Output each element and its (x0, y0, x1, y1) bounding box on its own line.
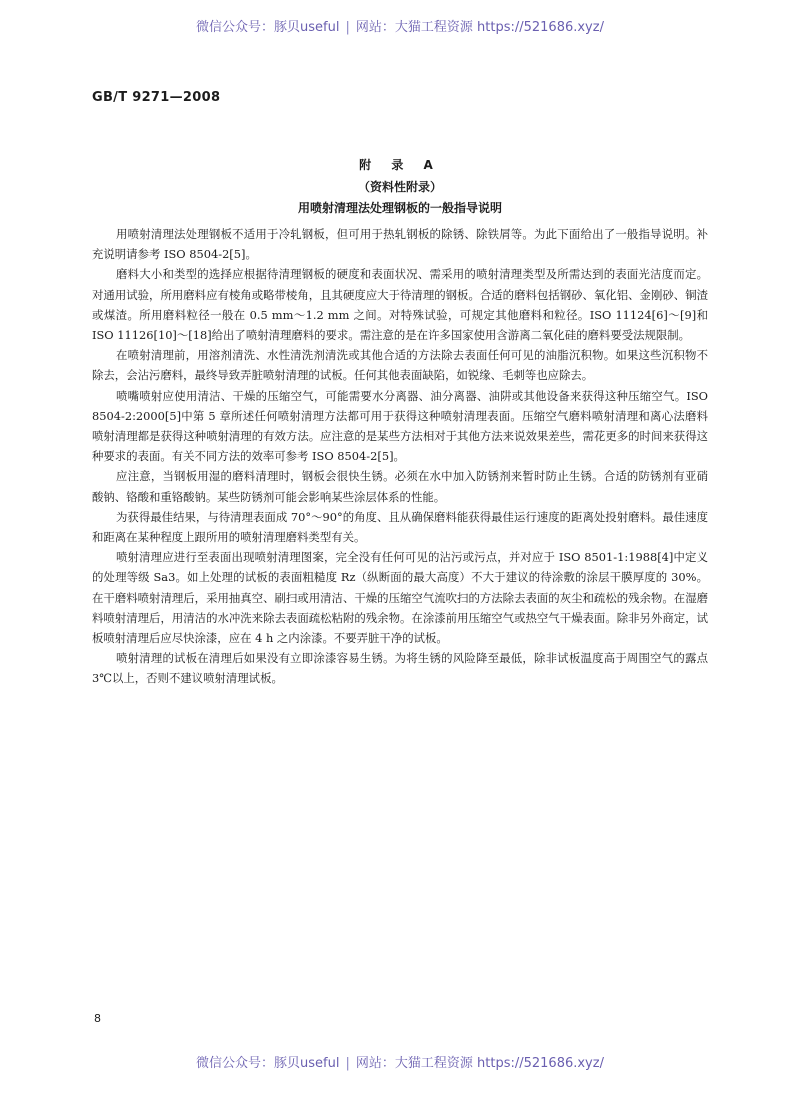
paragraph: 用喷射清理法处理钢板不适用于冷轧钢板，但可用于热轧钢板的除锈、除铁屑等。为此下面给出了一般指导说明。补充说明请参考 ISO 8504-2[5]。 (92, 227, 708, 262)
page-number: 8 (94, 1012, 101, 1025)
watermark-account: 微信公众号：豚贝useful (196, 1056, 340, 1071)
standard-code: GB/T 9271—2008 (92, 90, 221, 105)
watermark-account: 微信公众号：豚贝useful (196, 20, 340, 35)
paragraph: 喷射清理的试板在清理后如果没有立即涂漆容易生锈。为将生锈的风险降至最低，除非试板温度高于周围空气的露点 3℃以上，否则不建议喷射清理试板。 (92, 651, 708, 686)
paragraph: 喷嘴喷射应使用清洁、干燥的压缩空气，可能需要水分离器、油分离器、油阱或其他设备来获得这种压缩空气。ISO 8504-2:2000[5]中第 5 章所述任何喷射清理方法都可用于获得这种喷射清理表面。压缩空气磨料喷射清理和离心法磨料喷射清理都是获得这种喷射清理的有效方法。应注意的是某些方法相对于其他方法来说效果差些，需花更多的时间来获得这种要求的表面。有关不同方法的效率可参考 ISO 8504-2[5]。 (92, 388, 708, 464)
watermark-site: 网站：大猫工程资源 https://521686.xyz/ (355, 20, 604, 35)
annex-note: （资料性附录） (357, 180, 442, 194)
watermark-top (0, 16, 800, 35)
paragraph: 应注意，当钢板用湿的磨料清理时，钢板会很快生锈。必须在水中加入防锈剂来暂时防止生锈。合适的防锈剂有亚硝酸钠、铬酸和重铬酸钠。某些防锈剂可能会影响某些涂层体系的性能。 (92, 469, 708, 504)
watermark-separator: | (345, 20, 350, 35)
watermark-bottom (0, 1052, 800, 1071)
watermark-site: 网站：大猫工程资源 https://521686.xyz/ (355, 1056, 604, 1071)
watermark-separator: | (345, 1056, 350, 1071)
paragraph: 在喷射清理前，用溶剂清洗、水性清洗剂清洗或其他合适的方法除去表面任何可见的油脂沉积物。如果这些沉积物不除去，会沾污磨料，最终导致弄脏喷射清理的试板。任何其他表面缺陷，如锐缘、毛刺等也应除去。 (92, 348, 708, 383)
annex-body (92, 224, 708, 689)
paragraph: 为获得最佳结果，与待清理表面成 70°～90°的角度、且从确保磨料能获得最佳运行速度的距离处投射磨料。最佳速度和距离在某种程度上跟所用的喷射清理磨料类型有关。 (92, 509, 708, 545)
annex-label: 附 录 A (359, 158, 441, 172)
paragraph: 喷射清理应进行至表面出现喷射清理图案，完全没有任何可见的沾污或污点，并对应于 ISO 8501-1:1988[4]中定义的处理等级 Sa3。如上处理的试板的表面粗糙度 Rz（纵断面的最大高度）不大于建议的待涂敷的涂层干膜厚度的 30%。在干磨料喷射清理后，采用抽真空、刷扫或用清洁、干燥的压缩空气流吹扫的方法除去表面的灰尘和疏松的残余物。在湿磨料喷射清理后，用清洁的水冲洗来除去表面疏松粘附的残余物。在涂漆前用压缩空气或热空气干燥表面。除非另外商定，试板喷射清理后应尽快涂漆，应在 4 h 之内涂漆。不要弄脏干净的试板。 (92, 550, 708, 646)
annex-title: 用喷射清理法处理钢板的一般指导说明 (297, 201, 502, 215)
paragraph: 磨料大小和类型的选择应根据待清理钢板的硬度和表面状况、需采用的喷射清理类型及所需达到的表面光洁度而定。对通用试验，所用磨料应有棱角或略带棱角，且其硬度应大于待清理的钢板。合适的磨料包括钢砂、氧化铝、金刚砂、铜渣或煤渣。所用磨料粒径一般在 0.5 mm～1.2 mm 之间。对特殊试验，可规定其他磨料和粒径。ISO 11124[6]～[9]和 ISO 11126[10]～[18]给出了喷射清理磨料的要求。需注意的是在许多国家使用含游离二氧化硅的磨料要受法规限制。 (92, 267, 708, 343)
